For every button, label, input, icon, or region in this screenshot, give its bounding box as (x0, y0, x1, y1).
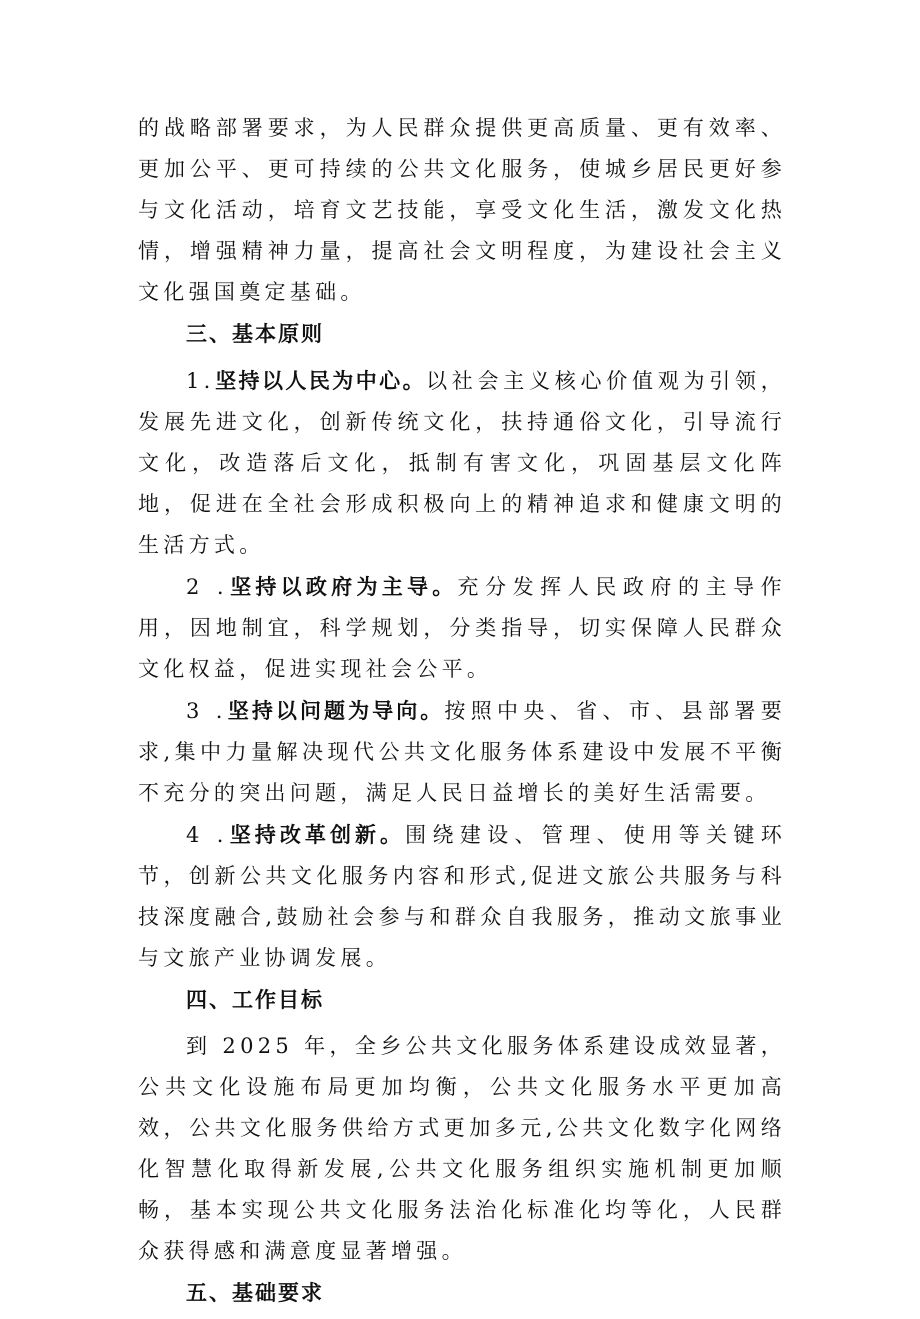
principle-4 (138, 814, 786, 979)
principle-4-number: 4 . (186, 823, 228, 847)
section-5-heading: 五、基础要求 (186, 1280, 324, 1305)
principle-3-title: 坚持以问题为导向。 (226, 698, 445, 723)
intro-paragraph: 的战略部署要求，为人民群众提供更高质量、更有效率、更加公平、更可持续的公共文化服务，使城乡居民更好参与文化活动，培育文艺技能，享受文化生活，激发文化热情，增强精神力量，提高社会文明程度，为建设社会主义文化强国奠定基础。 (138, 116, 786, 304)
principle-2 (138, 566, 786, 690)
principle-4-text: 围绕建设、管理、使用等关键环节，创新公共文化服务内容和形式,促进文旅公共服务与科技深度融合,鼓励社会参与和群众自我服务，推动文旅事业与文旅产业协调发展。 (138, 823, 787, 970)
principle-1 (138, 360, 786, 566)
principle-3 (138, 690, 786, 814)
section-3-heading: 三、基本原则 (186, 321, 324, 346)
principle-3-text: 按照中央、省、市、县部署要求,集中力量解决现代公共文化服务体系建设中发展不平衡不充分的突出问题，满足人民日益增长的美好生活需要。 (138, 699, 786, 805)
principle-2-title: 坚持以政府为主导。 (227, 574, 458, 599)
principle-4-title: 坚持改革创新。 (227, 822, 406, 847)
principle-1-text: 以社会主义核心价值观为引领，发展先进文化，创新传统文化，扶持通俗文化，引导流行文化，改造落后文化，抵制有害文化，巩固基层文化阵地，促进在全社会形成积极向上的精神追求和健康文明的生活方式。 (138, 369, 787, 557)
principle-3-number: 3 . (186, 699, 227, 723)
principle-1-title: 坚持以人民为中心。 (214, 368, 427, 393)
goals-paragraph: 到 2025 年，全乡公共文化服务体系建设成效显著，公共文化设施布局更加均衡，公共文化服务水平更加高效，公共文化服务供给方式更加多元,公共文化数字化网络化智慧化取得新发展,公共文化服务组织实施机制更加顺畅，基本实现公共文化服务法治化标准化均等化，人民群众获得感和满意度显著增强。 (138, 1034, 786, 1263)
document-body (138, 108, 786, 1319)
section-4-heading: 四、工作目标 (186, 987, 324, 1012)
principle-2-text: 充分发挥人民政府的主导作用，因地制宜，科学规划，分类指导，切实保障人民群众文化权益，促进实现社会公平。 (138, 575, 786, 681)
principle-1-number: 1. (186, 369, 215, 393)
principle-2-number: 2 . (186, 575, 228, 599)
